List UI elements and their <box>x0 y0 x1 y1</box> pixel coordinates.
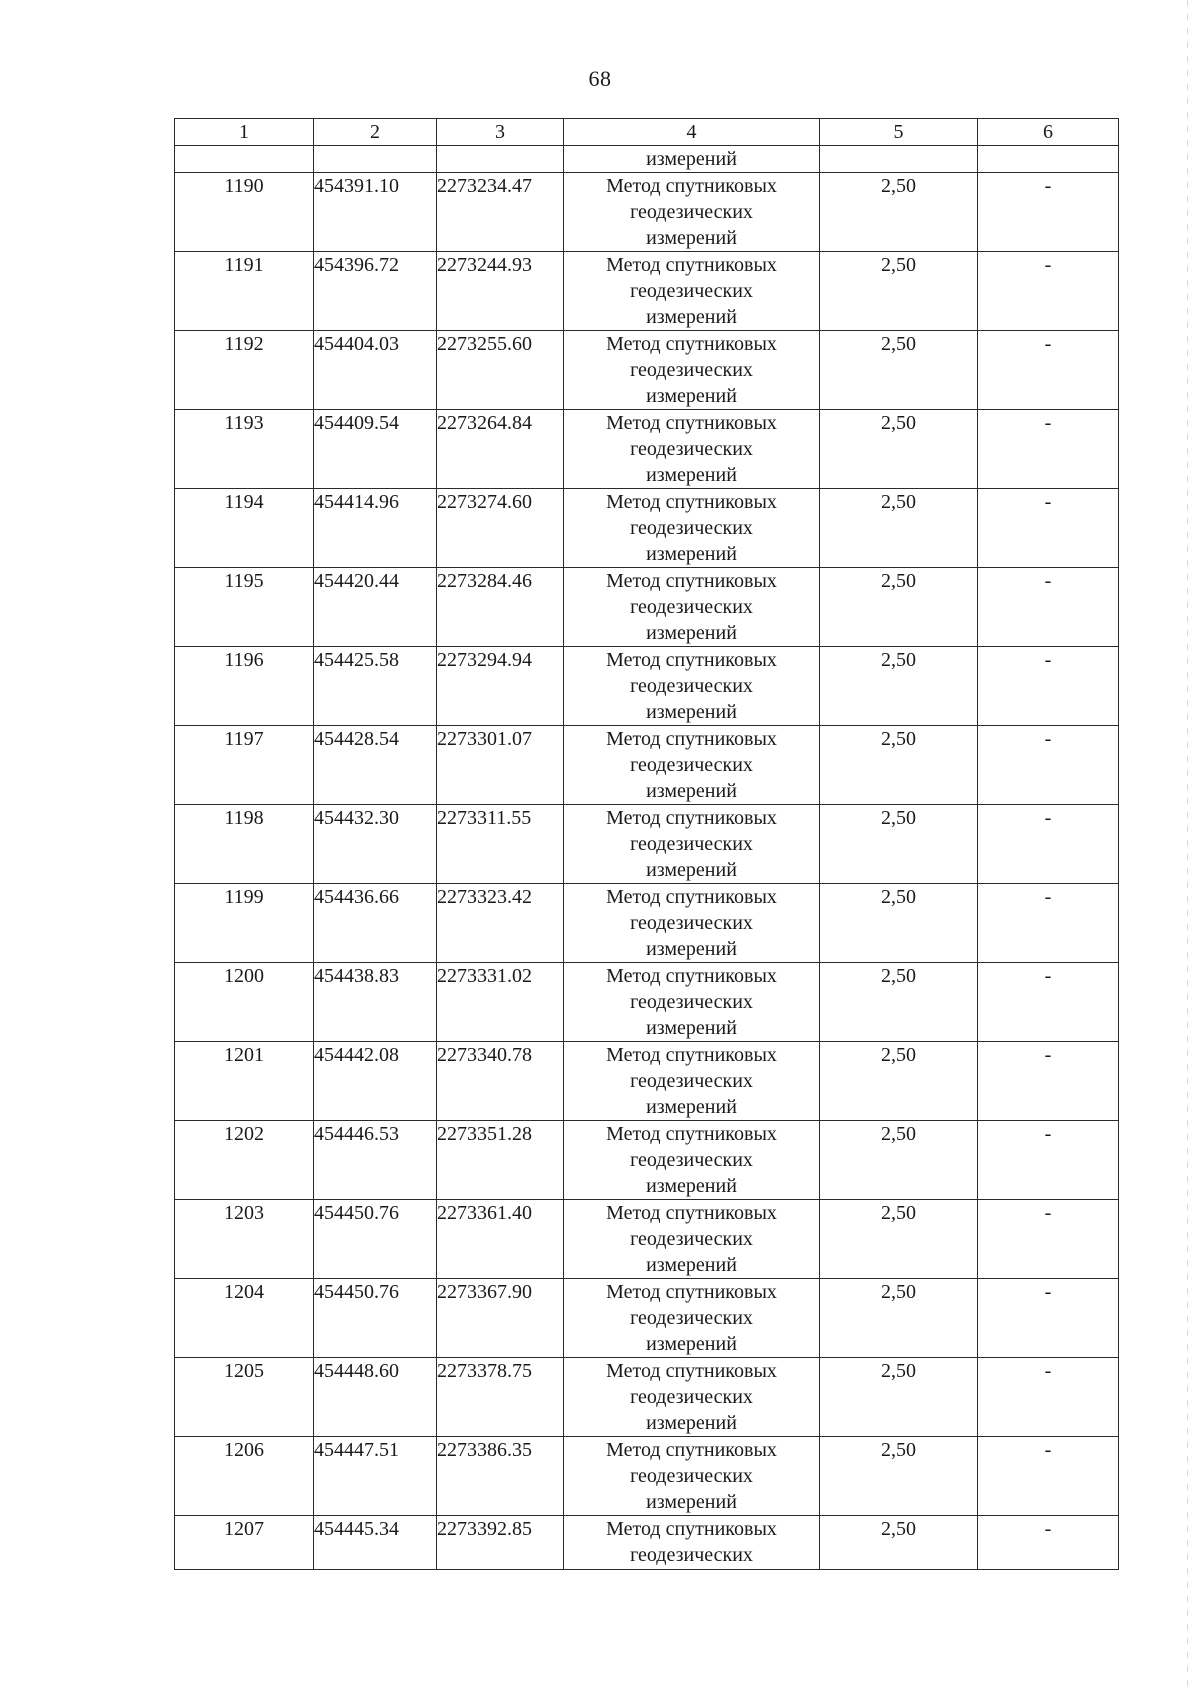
point-number-cell: 1206 <box>175 1437 314 1516</box>
method-line: Метод спутниковых <box>606 807 777 829</box>
method-line: измерений <box>646 1175 737 1197</box>
table-row <box>175 726 1119 805</box>
table-body <box>175 146 1119 1570</box>
point-number-cell: 1195 <box>175 568 314 647</box>
method-line: измерений <box>646 1096 737 1118</box>
cell-empty <box>314 146 437 173</box>
x-coordinate-cell: 454442.08 <box>314 1042 437 1121</box>
method-line: геодезических <box>630 1228 753 1250</box>
point-number-cell: 1204 <box>175 1279 314 1358</box>
note-cell: - <box>978 884 1119 963</box>
y-coordinate-cell: 2273311.55 <box>437 805 564 884</box>
note-cell: - <box>978 647 1119 726</box>
method-cell <box>564 805 820 884</box>
table-row <box>175 1358 1119 1437</box>
method-cell <box>564 726 820 805</box>
cell-empty <box>437 146 564 173</box>
method-line: Метод спутниковых <box>606 1044 777 1066</box>
accuracy-cell: 2,50 <box>820 1279 978 1358</box>
accuracy-cell: 2,50 <box>820 884 978 963</box>
method-line: геодезических <box>630 201 753 223</box>
table-row <box>175 1437 1119 1516</box>
coordinates-table <box>174 118 1119 1570</box>
x-coordinate-cell: 454450.76 <box>314 1279 437 1358</box>
table-row <box>175 884 1119 963</box>
method-cell <box>564 647 820 726</box>
accuracy-cell: 2,50 <box>820 726 978 805</box>
method-line: Метод спутниковых <box>606 1281 777 1303</box>
point-number-cell: 1191 <box>175 252 314 331</box>
table-row <box>175 1042 1119 1121</box>
method-line: измерений <box>646 227 737 249</box>
note-cell: - <box>978 1279 1119 1358</box>
method-line: Метод спутниковых <box>606 1439 777 1461</box>
method-line: Метод спутниковых <box>606 1360 777 1382</box>
x-coordinate-cell: 454414.96 <box>314 489 437 568</box>
point-number-cell: 1207 <box>175 1516 314 1570</box>
column-header-5: 5 <box>820 119 978 146</box>
header-row <box>175 119 1119 146</box>
method-line: Метод спутниковых <box>606 1518 777 1540</box>
method-line: геодезических <box>630 912 753 934</box>
method-cell <box>564 1516 820 1570</box>
y-coordinate-cell: 2273386.35 <box>437 1437 564 1516</box>
method-line: измерений <box>646 938 737 960</box>
x-coordinate-cell: 454425.58 <box>314 647 437 726</box>
note-cell: - <box>978 1516 1119 1570</box>
note-cell: - <box>978 1358 1119 1437</box>
y-coordinate-cell: 2273392.85 <box>437 1516 564 1570</box>
method-cell <box>564 1437 820 1516</box>
y-coordinate-cell: 2273294.94 <box>437 647 564 726</box>
cell-empty <box>978 146 1119 173</box>
method-line: измерений <box>646 306 737 328</box>
method-line: измерений <box>646 859 737 881</box>
accuracy-cell: 2,50 <box>820 410 978 489</box>
x-coordinate-cell: 454450.76 <box>314 1200 437 1279</box>
method-line: Метод спутниковых <box>606 412 777 434</box>
note-cell: - <box>978 963 1119 1042</box>
point-number-cell: 1202 <box>175 1121 314 1200</box>
method-line: измерений <box>646 1491 737 1513</box>
y-coordinate-cell: 2273331.02 <box>437 963 564 1042</box>
method-line: геодезических <box>630 359 753 381</box>
note-cell: - <box>978 331 1119 410</box>
method-line: геодезических <box>630 517 753 539</box>
accuracy-cell: 2,50 <box>820 1516 978 1570</box>
column-header-6: 6 <box>978 119 1119 146</box>
y-coordinate-cell: 2273367.90 <box>437 1279 564 1358</box>
table-row <box>175 805 1119 884</box>
point-number-cell: 1193 <box>175 410 314 489</box>
method-cell <box>564 1200 820 1279</box>
table-row <box>175 1200 1119 1279</box>
note-cell: - <box>978 1437 1119 1516</box>
method-cell <box>564 1042 820 1121</box>
table-row <box>175 568 1119 647</box>
method-line: измерений <box>646 622 737 644</box>
method-line: геодезических <box>630 438 753 460</box>
y-coordinate-cell: 2273378.75 <box>437 1358 564 1437</box>
method-line: измерений <box>646 1412 737 1434</box>
point-number-cell: 1198 <box>175 805 314 884</box>
point-number-cell: 1196 <box>175 647 314 726</box>
method-line: Метод спутниковых <box>606 649 777 671</box>
accuracy-cell: 2,50 <box>820 1200 978 1279</box>
method-line: измерений <box>646 1017 737 1039</box>
note-cell: - <box>978 1200 1119 1279</box>
method-line: Метод спутниковых <box>606 254 777 276</box>
y-coordinate-cell: 2273301.07 <box>437 726 564 805</box>
method-line: измерений <box>646 543 737 565</box>
method-cell <box>564 963 820 1042</box>
method-cell <box>564 1121 820 1200</box>
accuracy-cell: 2,50 <box>820 1042 978 1121</box>
x-coordinate-cell: 454404.03 <box>314 331 437 410</box>
accuracy-cell: 2,50 <box>820 568 978 647</box>
point-number-cell: 1192 <box>175 331 314 410</box>
note-cell: - <box>978 568 1119 647</box>
point-number-cell: 1197 <box>175 726 314 805</box>
method-line: геодезических <box>630 991 753 1013</box>
method-line: Метод спутниковых <box>606 1202 777 1224</box>
y-coordinate-cell: 2273340.78 <box>437 1042 564 1121</box>
accuracy-cell: 2,50 <box>820 331 978 410</box>
method-line: геодезических <box>630 1544 753 1566</box>
y-coordinate-cell: 2273323.42 <box>437 884 564 963</box>
y-coordinate-cell: 2273264.84 <box>437 410 564 489</box>
y-coordinate-cell: 2273244.93 <box>437 252 564 331</box>
method-line: Метод спутниковых <box>606 175 777 197</box>
x-coordinate-cell: 454396.72 <box>314 252 437 331</box>
x-coordinate-cell: 454436.66 <box>314 884 437 963</box>
method-line: геодезических <box>630 1307 753 1329</box>
note-cell: - <box>978 410 1119 489</box>
method-line: Метод спутниковых <box>606 333 777 355</box>
method-cell <box>564 410 820 489</box>
method-cell <box>564 568 820 647</box>
note-cell: - <box>978 805 1119 884</box>
note-cell: - <box>978 726 1119 805</box>
method-cell <box>564 1358 820 1437</box>
method-line: Метод спутниковых <box>606 965 777 987</box>
table-row <box>175 410 1119 489</box>
continuation-row <box>175 146 1119 173</box>
method-line: Метод спутниковых <box>606 886 777 908</box>
point-number-cell: 1201 <box>175 1042 314 1121</box>
note-cell: - <box>978 252 1119 331</box>
method-line: геодезических <box>630 833 753 855</box>
accuracy-cell: 2,50 <box>820 1358 978 1437</box>
method-line: геодезических <box>630 1070 753 1092</box>
method-line: геодезических <box>630 754 753 776</box>
table-row <box>175 1121 1119 1200</box>
method-line: Метод спутниковых <box>606 491 777 513</box>
point-number-cell: 1203 <box>175 1200 314 1279</box>
table-row <box>175 1279 1119 1358</box>
table-row <box>175 489 1119 568</box>
point-number-cell: 1190 <box>175 173 314 252</box>
method-line: геодезических <box>630 280 753 302</box>
method-line: Метод спутниковых <box>606 728 777 750</box>
table-row <box>175 331 1119 410</box>
table-row <box>175 647 1119 726</box>
column-header-3: 3 <box>437 119 564 146</box>
y-coordinate-cell: 2273351.28 <box>437 1121 564 1200</box>
accuracy-cell: 2,50 <box>820 963 978 1042</box>
table-row <box>175 173 1119 252</box>
y-coordinate-cell: 2273361.40 <box>437 1200 564 1279</box>
method-cell <box>564 331 820 410</box>
method-cell <box>564 884 820 963</box>
x-coordinate-cell: 454446.53 <box>314 1121 437 1200</box>
note-cell: - <box>978 1121 1119 1200</box>
accuracy-cell: 2,50 <box>820 1437 978 1516</box>
note-cell: - <box>978 489 1119 568</box>
method-cell <box>564 1279 820 1358</box>
method-cell <box>564 489 820 568</box>
cell-empty <box>820 146 978 173</box>
accuracy-cell: 2,50 <box>820 252 978 331</box>
continuation-method-cell: измерений <box>564 146 820 173</box>
table-header <box>175 119 1119 146</box>
y-coordinate-cell: 2273274.60 <box>437 489 564 568</box>
method-line: измерений <box>646 701 737 723</box>
method-line: измерений <box>646 780 737 802</box>
page-number: 68 <box>588 66 612 91</box>
accuracy-cell: 2,50 <box>820 173 978 252</box>
method-cell <box>564 173 820 252</box>
point-number-cell: 1200 <box>175 963 314 1042</box>
point-number-cell: 1205 <box>175 1358 314 1437</box>
method-cell <box>564 252 820 331</box>
y-coordinate-cell: 2273284.46 <box>437 568 564 647</box>
y-coordinate-cell: 2273255.60 <box>437 331 564 410</box>
point-number-cell: 1199 <box>175 884 314 963</box>
method-line: геодезических <box>630 1149 753 1171</box>
table-row <box>175 963 1119 1042</box>
x-coordinate-cell: 454448.60 <box>314 1358 437 1437</box>
point-number-cell: 1194 <box>175 489 314 568</box>
method-line: геодезических <box>630 1386 753 1408</box>
accuracy-cell: 2,50 <box>820 805 978 884</box>
column-header-4: 4 <box>564 119 820 146</box>
method-line: геодезических <box>630 1465 753 1487</box>
x-coordinate-cell: 454445.34 <box>314 1516 437 1570</box>
x-coordinate-cell: 454432.30 <box>314 805 437 884</box>
y-coordinate-cell: 2273234.47 <box>437 173 564 252</box>
x-coordinate-cell: 454420.44 <box>314 568 437 647</box>
x-coordinate-cell: 454391.10 <box>314 173 437 252</box>
column-header-2: 2 <box>314 119 437 146</box>
method-line: геодезических <box>630 596 753 618</box>
method-line: Метод спутниковых <box>606 570 777 592</box>
method-line: измерений <box>646 464 737 486</box>
x-coordinate-cell: 454428.54 <box>314 726 437 805</box>
note-cell: - <box>978 173 1119 252</box>
x-coordinate-cell: 454409.54 <box>314 410 437 489</box>
accuracy-cell: 2,50 <box>820 647 978 726</box>
method-line: измерений <box>646 385 737 407</box>
method-line: измерений <box>646 1333 737 1355</box>
scan-margin-mark <box>1187 0 1188 1686</box>
method-line: измерений <box>646 1254 737 1276</box>
table-row <box>175 252 1119 331</box>
column-header-1: 1 <box>175 119 314 146</box>
method-line: геодезических <box>630 675 753 697</box>
note-cell: - <box>978 1042 1119 1121</box>
accuracy-cell: 2,50 <box>820 1121 978 1200</box>
table-row <box>175 1516 1119 1570</box>
x-coordinate-cell: 454447.51 <box>314 1437 437 1516</box>
accuracy-cell: 2,50 <box>820 489 978 568</box>
cell-empty <box>175 146 314 173</box>
method-line: Метод спутниковых <box>606 1123 777 1145</box>
x-coordinate-cell: 454438.83 <box>314 963 437 1042</box>
